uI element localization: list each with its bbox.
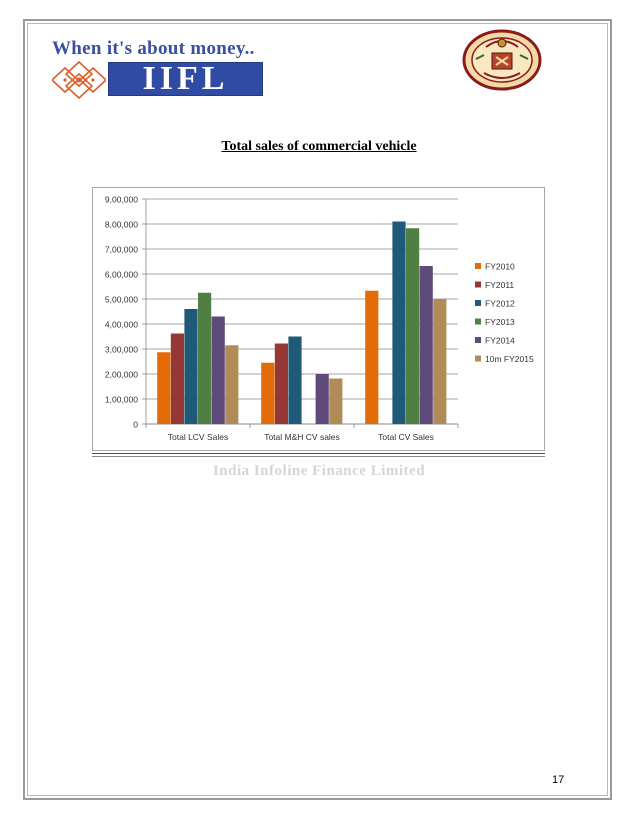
legend-swatch [475, 337, 481, 343]
y-tick-label: 1,00,000 [104, 394, 138, 405]
divider-line [92, 453, 545, 454]
legend-swatch [475, 300, 481, 306]
divider-line-secondary [92, 456, 545, 457]
iifl-emblem-icon [52, 60, 106, 100]
bar [275, 344, 288, 425]
legend-label: FY2013 [485, 317, 515, 327]
y-tick-label: 2,00,000 [104, 369, 138, 380]
x-tick-label: Total CV Sales [378, 432, 434, 442]
y-tick-label: 4,00,000 [104, 319, 138, 330]
legend-swatch [475, 319, 481, 325]
bar [433, 299, 446, 424]
bar [261, 363, 274, 424]
bar [288, 337, 301, 425]
chart-canvas [93, 188, 544, 450]
bar [171, 334, 184, 425]
bar [198, 293, 211, 424]
logo-text: IIFL [142, 60, 229, 97]
iifl-logo [108, 62, 263, 96]
y-tick-label: 3,00,000 [104, 344, 138, 355]
y-tick-label: 9,00,000 [104, 194, 138, 205]
y-tick-label: 8,00,000 [104, 219, 138, 230]
bar [225, 345, 238, 424]
bar [212, 317, 225, 425]
legend-swatch [475, 282, 481, 288]
bar [157, 352, 170, 424]
chart-title: Total sales of commercial vehicle [221, 139, 417, 154]
page-number: 17 [552, 774, 565, 786]
y-tick-label: 6,00,000 [104, 269, 138, 280]
bar [365, 291, 378, 424]
y-tick-label: 5,00,000 [104, 294, 138, 305]
institution-seal-icon [462, 29, 542, 91]
legend-swatch [475, 356, 481, 362]
bar [420, 266, 433, 424]
legend-label: FY2014 [485, 335, 515, 346]
bar [184, 309, 197, 424]
x-tick-label: Total M&H CV sales [264, 432, 340, 442]
bar [316, 374, 329, 424]
bar [329, 379, 342, 425]
sales-chart [92, 187, 545, 451]
bar [392, 222, 405, 425]
brand-tagline: When it's about money.. [52, 38, 255, 59]
y-tick-label: 7,00,000 [104, 244, 138, 255]
bar [406, 228, 419, 424]
footer-watermark: India Infoline Finance Limited [212, 463, 426, 479]
y-tick-label: 0 [133, 419, 138, 430]
legend-label: FY2010 [485, 261, 515, 272]
x-tick-label: Total LCV Sales [167, 432, 229, 442]
legend-swatch [475, 263, 481, 269]
legend-label: 10m FY2015 [485, 354, 534, 364]
legend-label: FY2012 [485, 298, 515, 309]
legend-label: FY2011 [485, 280, 515, 290]
